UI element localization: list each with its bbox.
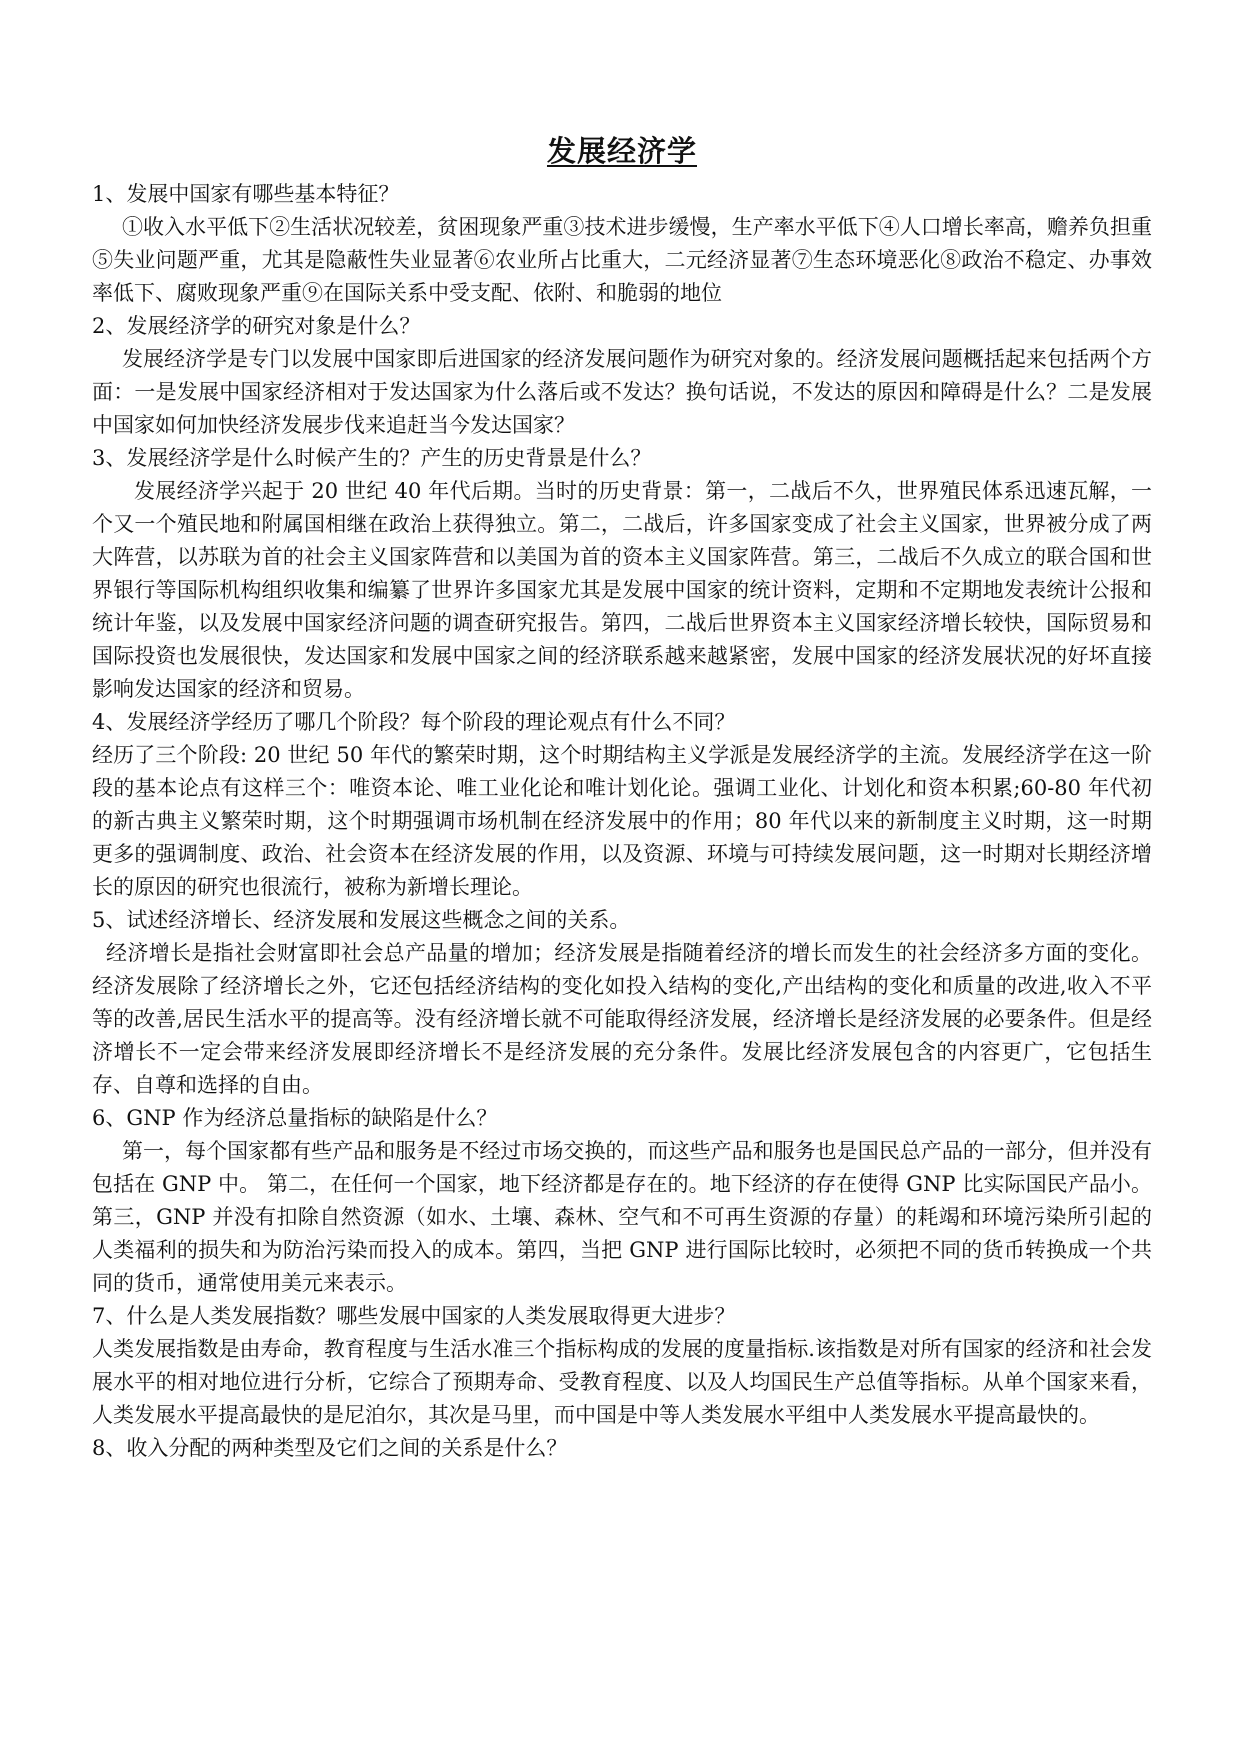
question-6: 6、GNP 作为经济总量指标的缺陷是什么？ bbox=[92, 1106, 498, 1130]
question-5: 5、试述经济增长、经济发展和发展这些概念之间的关系。 bbox=[92, 908, 631, 932]
document-page bbox=[92, 130, 1152, 1465]
page-title: 发展经济学 bbox=[546, 134, 697, 168]
question-7: 7、什么是人类发展指数？哪些发展中国家的人类发展取得更大进步？ bbox=[92, 1304, 736, 1328]
answer-7: 人类发展指数是由寿命，教育程度与生活水准三个指标构成的发展的度量指标.该指数是对所有国家的经济和社会发展水平的相对地位进行分析，它综合了预期寿命、受教育程度、以及人均国民生产总值等指标。从单个国家来看，人类发展水平提高最快的是尼泊尔，其次是马里，而中国是中等人类发展水平组中人类发展水平提高最快的。 bbox=[92, 1337, 1152, 1427]
question-4: 4、发展经济学经历了哪几个阶段？每个阶段的理论观点有什么不同？ bbox=[92, 710, 736, 734]
answer-3: 发展经济学兴起于 20 世纪 40 年代后期。当时的历史背景：第一，二战后不久，世界殖民体系迅速瓦解，一个又一个殖民地和附属国相继在政治上获得独立。第二，二战后，许多国家变成了社会主义国家，世界被分成了两大阵营，以苏联为首的社会主义国家阵营和以美国为首的资本主义国家阵营。第三，二战后不久成立的联合国和世界银行等国际机构组织收集和编纂了世界许多国家尤其是发展中国家的统计资料，定期和不定期地发表统计公报和统计年鉴，以及发展中国家经济问题的调查研究报告。第四，二战后世界资本主义国家经济增长较快，国际贸易和国际投资也发展很快，发达国家和发展中国家之间的经济联系越来越紧密，发展中国家的经济发展状况的好坏直接影响发达国家的经济和贸易。 bbox=[92, 479, 1152, 701]
question-1: 1、发展中国家有哪些基本特征？ bbox=[92, 182, 400, 206]
answer-5: 经济增长是指社会财富即社会总产品量的增加；经济发展是指随着经济的增长而发生的社会经济多方面的变化。经济发展除了经济增长之外，它还包括经济结构的变化如投入结构的变化,产出结构的变化和质量的改进,收入不平等的改善,居民生活水平的提高等。没有经济增长就不可能取得经济发展，经济增长是经济发展的必要条件。但是经济增长不一定会带来经济发展即经济增长不是经济发展的充分条件。发展比经济发展包含的内容更广，它包括生存、自尊和选择的自由。 bbox=[92, 941, 1152, 1097]
question-8: 8、收入分配的两种类型及它们之间的关系是什么？ bbox=[92, 1436, 568, 1460]
answer-1: ①收入水平低下②生活状况较差，贫困现象严重③技术进步缓慢，生产率水平低下④人口增长率高，赡养负担重⑤失业问题严重，尤其是隐蔽性失业显著⑥农业所占比重大，二元经济显著⑦生态环境恶化⑧政治不稳定、办事效率低下、腐败现象严重⑨在国际关系中受支配、依附、和脆弱的地位 bbox=[92, 215, 1152, 305]
question-2: 2、发展经济学的研究对象是什么？ bbox=[92, 314, 421, 338]
answer-4: 经历了三个阶段: 20 世纪 50 年代的繁荣时期，这个时期结构主义学派是发展经济学的主流。发展经济学在这一阶段的基本论点有这样三个：唯资本论、唯工业化论和唯计划化论。强调工业化、计划化和资本积累;60-80 年代初的新古典主义繁荣时期，这个时期强调市场机制在经济发展中的作用；80 年代以来的新制度主义时期，这一时期更多的强调制度、政治、社会资本在经济发展的作用，以及资源、环境与可持续发展问题，这一时期对长期经济增长的原因的研究也很流行，被称为新增长理论。 bbox=[92, 743, 1152, 899]
answer-2: 发展经济学是专门以发展中国家即后进国家的经济发展问题作为研究对象的。经济发展问题概括起来包括两个方面：一是发展中国家经济相对于发达国家为什么落后或不发达？换句话说，不发达的原因和障碍是什么？二是发展中国家如何加快经济发展步伐来追赶当今发达国家？ bbox=[92, 347, 1152, 437]
question-3: 3、发展经济学是什么时候产生的？产生的历史背景是什么？ bbox=[92, 446, 652, 470]
answer-6: 第一，每个国家都有些产品和服务是不经过市场交换的，而这些产品和服务也是国民总产品的一部分，但并没有包括在 GNP 中。 第二，在任何一个国家，地下经济都是存在的。地下经济的存在使得 GNP 比实际国民产品小。第三，GNP 并没有扣除自然资源（如水、土壤、森林、空气和不可再生资源的存量）的耗竭和环境污染所引起的人类福利的损失和为防治污染而投入的成本。第四，当把 GNP 进行国际比较时，必须把不同的货币转换成一个共同的货币，通常使用美元来表示。 bbox=[92, 1139, 1152, 1295]
